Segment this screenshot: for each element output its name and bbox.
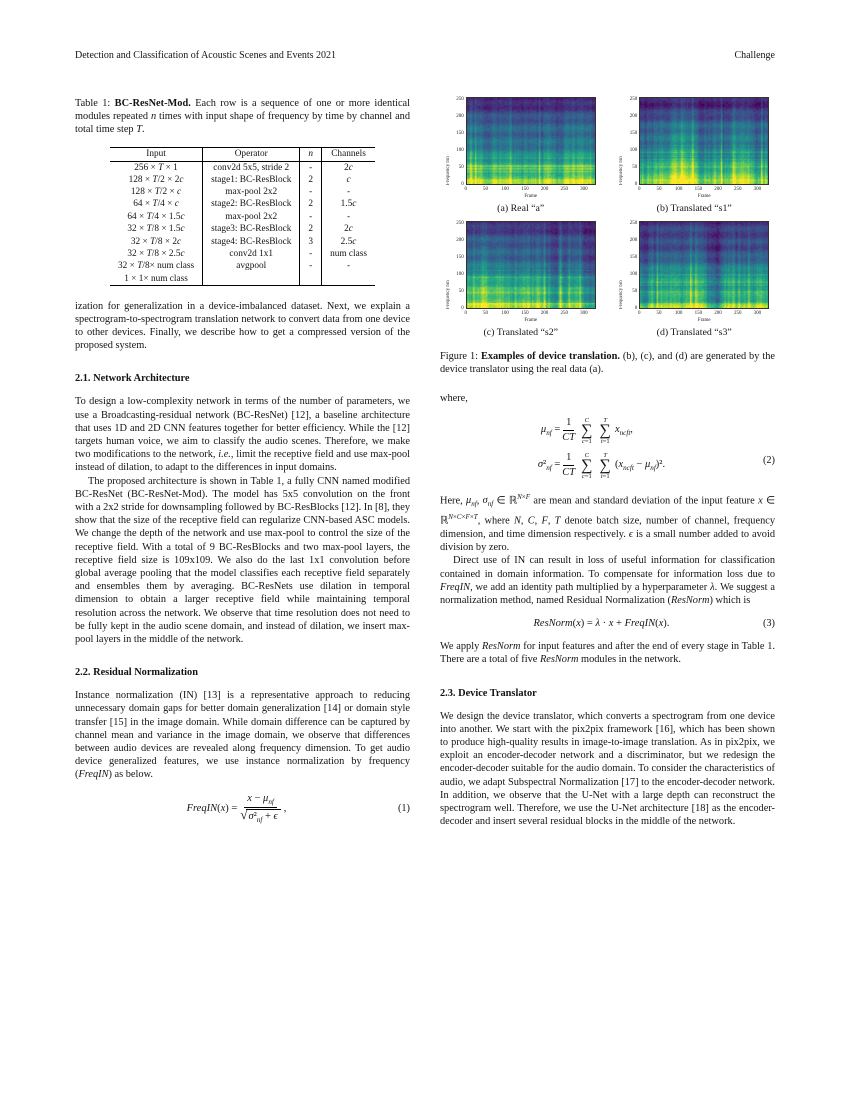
x-tick-label: 50 (656, 310, 662, 316)
spectrogram-axes (446, 97, 596, 200)
y-tick-label: 100 (456, 148, 464, 154)
coefficient-fraction (562, 417, 575, 444)
table-1-header-row (110, 147, 375, 161)
table-cell: stage1: BC-ResBlock (203, 174, 300, 186)
running-header (75, 50, 775, 61)
section-2-3-heading: 2.3. Device Translator (440, 687, 537, 699)
table-cell: 32 × T/8 × 2.5c (127, 249, 185, 260)
equation-2-line2-rhs (560, 452, 665, 480)
y-tick-label: 0 (461, 182, 464, 187)
table-cell: max-pool 2x2 (203, 186, 300, 198)
x-tick-label: 200 (540, 186, 549, 192)
x-tick-label: 0 (638, 186, 641, 192)
y-tick-label: 50 (458, 289, 464, 295)
y-tick-label: 50 (632, 165, 638, 171)
y-tick-label: 150 (629, 255, 638, 261)
fraction-numerator: 1 (563, 417, 574, 431)
table-cell: 32 × T/8 × 1.5c (127, 224, 185, 235)
x-axis-label: Frame (697, 194, 711, 199)
x-tick-label: 200 (714, 310, 722, 316)
sigma-symbol: ∑ (599, 456, 611, 474)
table-cell: num class (322, 248, 375, 260)
sum-upper-limit: T (603, 451, 608, 459)
equation-1-fraction (240, 793, 280, 825)
spectrogram-panel (440, 97, 602, 214)
x-axis-label: Frame (524, 194, 538, 199)
x-tick-label: 50 (482, 186, 488, 192)
sum-lower-limit: c=1 (581, 472, 592, 480)
spectrogram-plot (629, 221, 769, 316)
table-cell: 2.5c (322, 235, 375, 247)
summation-over-c (581, 417, 592, 445)
y-tick-label: 150 (456, 255, 464, 261)
table-cell: 256 × T × 1 (134, 162, 178, 173)
table-row (110, 260, 375, 272)
sum-lower-limit: t=1 (600, 437, 610, 445)
spectrogram-panel (614, 97, 776, 214)
x-tick-label: 300 (580, 186, 588, 192)
summation-over-t (600, 452, 611, 480)
y-tick-label: 150 (629, 131, 638, 137)
fraction-denominator: CT (562, 467, 576, 479)
x-tick-label: 300 (753, 310, 762, 316)
table-1 (110, 147, 375, 286)
equation-3-body (440, 618, 763, 629)
x-tick-label: 200 (540, 310, 549, 316)
x-tick-label: 0 (638, 310, 641, 316)
spectrogram-axes (446, 221, 596, 324)
equation-1-tail: , (283, 802, 287, 814)
panel-sublabel: (d) Translated “s3” (656, 327, 732, 338)
x-tick-label: 250 (560, 310, 568, 316)
equation-2-line2-lhs: $\sigma^2_{nf}$ = (537, 459, 561, 473)
table-cell: - (322, 211, 375, 223)
table-cell: 128 × T/2 × 2c (128, 174, 184, 185)
fraction-denominator: CT (562, 432, 576, 444)
summand: $(x_{ncft} - \mu_{nf})^2$. (614, 459, 666, 473)
table-header-cell: Input (110, 147, 203, 161)
table-cell: 64 × T/4 × c (133, 199, 179, 210)
spectrogram-axes (619, 97, 769, 200)
table-cell (322, 273, 375, 285)
spectrogram-plot (456, 221, 596, 316)
section-2-2-heading: 2.2. Residual Normalization (75, 667, 198, 679)
table-1-body (110, 161, 375, 285)
fraction-denominator (240, 808, 280, 824)
y-tick-label: 250 (456, 97, 464, 103)
x-tick-label: 150 (694, 310, 703, 316)
equation-2-number: (2) (762, 454, 775, 466)
sigma-symbol: ∑ (581, 421, 593, 439)
table-row (110, 273, 375, 285)
where-line: where, (440, 393, 468, 405)
y-tick-label: 250 (629, 97, 638, 103)
paragraph-intro-continuation: ization for generalization in a device-imbalanced dataset. Next, we explain a spectrogram-to-spectrogram translation network to convert data from one device to other devices. Finally, we describe how to get a compressed version of the proposed system. (75, 300, 410, 352)
spectrogram-plot (629, 97, 769, 192)
spectrogram-panel (440, 221, 602, 338)
sum-upper-limit: T (603, 416, 608, 424)
fraction-numerator: 1 (563, 452, 574, 466)
y-axis-label: Frequency bin (445, 280, 451, 309)
y-tick-label: 0 (634, 182, 638, 187)
x-tick-label: 150 (694, 186, 703, 192)
table-row (110, 235, 375, 247)
table-cell: 1.5c (322, 198, 375, 210)
equation-3-number: (3) (762, 618, 775, 630)
table-cell: 2c (322, 223, 375, 235)
table-cell: max-pool 2x2 (203, 211, 300, 223)
x-tick-label: 50 (482, 310, 488, 316)
x-tick-label: 100 (674, 186, 683, 192)
spectrogram-panel (614, 221, 776, 338)
y-tick-label: 50 (632, 289, 638, 295)
radicand: $\sigma^2_{nf} + \epsilon$ (246, 809, 280, 824)
x-tick-label: 0 (464, 186, 467, 192)
y-tick-label: 150 (456, 131, 464, 137)
y-tick-label: 0 (461, 306, 464, 311)
x-tick-label: 300 (580, 310, 588, 316)
y-tick-label: 100 (629, 272, 638, 278)
equation-2-body (440, 417, 763, 480)
sum-lower-limit: t=1 (600, 472, 610, 480)
table-cell: - (322, 186, 375, 198)
summation-over-t (600, 417, 611, 445)
y-tick-label: 200 (456, 114, 464, 120)
paragraph-apply-resnorm: We apply ResNorm for input features and after the end of every stage in Table 1. There are a total of five ResNorm modules in the network. (440, 641, 775, 666)
y-tick-label: 250 (629, 221, 638, 227)
table-1-caption: Table 1: BC-ResNet-Mod. Each row is a sequence of one or more identical modules repeated n times with input shape of frequency by time by channel and total time step T. (75, 98, 411, 136)
table-cell (203, 273, 300, 285)
equation-3-expression: ResNorm(x) = λ · x + FreqIN(x). (533, 618, 670, 630)
x-tick-label: 100 (674, 310, 683, 316)
table-cell: - (322, 260, 375, 272)
equation-2 (440, 417, 775, 480)
equation-1-lhs: FreqIN(x) = (186, 802, 238, 814)
two-column-body (75, 97, 775, 835)
spectrogram-image (639, 221, 769, 309)
x-tick-label: 300 (753, 186, 762, 192)
left-column (75, 97, 410, 835)
table-row (110, 198, 375, 210)
paragraph-2-1-b: The proposed architecture is shown in Table 1, a fully CNN named modified BC-ResNet (BC-ResNet-Mod). The model has 5x5 convolution on the front with a 2x2 stride for downsampling followed by BC-ResBlocks [12]. In [8], they show that the size of the receptive field can regularize CNN-based ASC models. We change the depth of the network and use max-pool to control the size of the receptive field. With a total of 9 BC-ResBlocks and two max-pool layers, the receptive field size is 109x109. We also do the last 1x1 convolution before global average pooling that the model classifies each receptive field separately and ensembles them by averaging. BC-ResNets use dilation in temporal dimension to obtain a larger receptive field while maintaining temporal resolution across the network. We observe that time resolution does not need to be fully kept in the audio scene domain, and instead of dilation, we insert max-pool layers in the middle of the network. (75, 475, 410, 645)
panel-sublabel: (b) Translated “s1” (656, 203, 732, 214)
table-row (110, 186, 375, 198)
sum-lower-limit: c=1 (581, 437, 592, 445)
panel-sublabel: (a) Real “a” (497, 203, 545, 214)
table-cell: 128 × T/2 × c (130, 187, 182, 198)
x-tick-label: 100 (501, 310, 509, 316)
equation-2-line1-lhs: $\mu_{nf}$ = (540, 424, 561, 438)
table-cell: stage2: BC-ResBlock (203, 198, 300, 210)
table-cell: - (300, 260, 322, 272)
table-header-cell: Operator (203, 147, 300, 161)
table-cell: - (300, 248, 322, 260)
spectrogram-axes (619, 221, 769, 324)
paragraph-direct-use: Direct use of IN can result in loss of useful information for classification contained in domain information. To compensate for information loss due to FreqIN, we add an identity path multiplied by a hyperparameter λ. We suggest a normalization method, named Residual Normalization (ResNorm) which is (440, 555, 776, 606)
y-axis-label: Frequency bin (445, 156, 451, 185)
y-tick-label: 200 (456, 238, 464, 244)
equation-1-number: (1) (397, 802, 410, 814)
equation-3 (440, 618, 775, 629)
summand: $x_{ncft}$, (614, 424, 633, 438)
x-tick-label: 150 (521, 186, 529, 192)
spectrogram-image (466, 97, 596, 185)
table-cell: c (322, 174, 375, 186)
y-axis-label: Frequency bin (619, 280, 625, 309)
equation-2-line1-rhs (560, 417, 633, 445)
y-tick-label: 200 (629, 114, 638, 120)
x-tick-label: 50 (656, 186, 662, 192)
table-cell: - (300, 211, 322, 223)
sigma-symbol: ∑ (581, 456, 593, 474)
x-tick-label: 100 (501, 186, 509, 192)
figure-1-grid (440, 97, 775, 338)
equation-2-lines (538, 417, 665, 480)
paragraph-here: Here, $\mu_{nf}$, $\sigma_{nf}$ ∈ ℝ$^{N\times F}$ are mean and standard deviation of the input feature x ∈ ℝ$^{N\times C\times F\times T}$, where N, C, F, T denote batch size, number of channel, frequency dimension, and time dimension respectively. ϵ is a small number added to avoid division by zero. (440, 492, 776, 554)
table-cell: - (300, 161, 322, 173)
table-row (110, 174, 375, 186)
y-tick-label: 100 (456, 272, 464, 278)
table-cell: 32 × T/8 × 2c (130, 236, 182, 247)
fraction-numerator: $x - \mu_{nf}$ (244, 793, 277, 808)
summation-over-c (581, 452, 592, 480)
x-tick-label: 250 (733, 310, 742, 316)
x-tick-label: 0 (464, 310, 467, 316)
y-axis-label: Frequency bin (619, 156, 625, 185)
table-row (110, 161, 375, 173)
table-cell: stage3: BC-ResBlock (203, 223, 300, 235)
right-column (440, 97, 775, 835)
table-cell (300, 273, 322, 285)
panel-sublabel: (c) Translated “s2” (483, 327, 559, 338)
coefficient-fraction (562, 452, 575, 479)
table-cell: conv2d 1x1 (203, 248, 300, 260)
header-track-label: Challenge (734, 50, 775, 61)
paragraph-2-1-a: To design a low-complexity network in terms of the number of parameters, we use a Broadcasting-residual network (BC-ResNet) [12], a baseline architecture that uses 1D and 2D CNN features together for better efficiency. While the [12] targets human voice, we aim to classify the audio scenes. Therefore, we make two modifications to the network, i.e., limit the receptive field and use max-pool instead of dilation, to adapt to the differences in input domains. (75, 396, 410, 474)
y-tick-label: 50 (458, 165, 464, 171)
table-cell: 3 (300, 235, 322, 247)
table-header-cell: n (300, 147, 322, 161)
radical-sign: √ (240, 806, 248, 822)
x-axis-label: Frame (697, 318, 711, 323)
spectrogram-image (466, 221, 596, 309)
table-cell: 64 × T/4 × 1.5c (127, 211, 185, 222)
x-axis-label: Frame (524, 318, 538, 323)
x-tick-label: 250 (560, 186, 568, 192)
spectrogram-image (639, 97, 769, 185)
equation-1-body (75, 793, 398, 825)
equation-1 (75, 793, 410, 825)
table-cell: 2c (322, 161, 375, 173)
table-cell: 32 × T/8× num class (117, 261, 195, 272)
table-row (110, 248, 375, 260)
sigma-symbol: ∑ (599, 421, 611, 439)
y-tick-label: 250 (456, 221, 464, 227)
y-tick-label: 0 (634, 306, 638, 311)
table-cell: stage4: BC-ResBlock (203, 235, 300, 247)
spectrogram-plot (456, 97, 596, 192)
section-2-1-heading: 2.1. Network Architecture (75, 373, 190, 385)
sum-upper-limit: C (584, 451, 589, 459)
sum-upper-limit: C (584, 416, 589, 424)
header-conference-title: Detection and Classification of Acoustic Scenes and Events 2021 (75, 50, 337, 61)
figure-1-caption: Figure 1: Examples of device translation. (b), (c), and (d) are generated by the device translator using the real data (a). (440, 351, 775, 376)
x-tick-label: 250 (733, 186, 742, 192)
paragraph-2-3-a: We design the device translator, which converts a spectrogram from one device into another. We start with the pix2pix framework [16], which has been shown to produce high-quality results in image-to-image translation. As in pix2pix, we exploit an encoder-decoder network and a discriminator, but we redesign the encoder-decoder suitable for the audio domain. To consider the characteristics of audio, we adapt Subspectral Normalization [17] to the encoder-decoder network. In addition, we observe that the U-Net with a large depth can reconstruct the spectrogram well. Therefore, we use the U-Net architecture [18] as the encoder-decoder and insert several residual blocks in the middle of the network. (440, 710, 775, 828)
table-cell: avgpool (203, 260, 300, 272)
table-cell: 2 (300, 198, 322, 210)
paragraph-2-2-a: Instance normalization (IN) [13] is a representative approach to reducing unnecessary domain gaps for better domain generalization [14] or domain style transfer [15] in the image domain. While domain difference can be captured by channel mean and variance in the image domain, we observe that differences between audio devices are revealed along frequency dimension. To get audio device generalized features, we use instance normalization by frequency (FreqIN) as below. (75, 690, 410, 781)
table-cell: conv2d 5x5, stride 2 (203, 161, 300, 173)
table-cell: 2 (300, 174, 322, 186)
table-header-cell: Channels (322, 147, 375, 161)
table-cell: 1 × 1× num class (124, 273, 188, 284)
table-row (110, 223, 375, 235)
x-tick-label: 150 (521, 310, 529, 316)
y-tick-label: 200 (629, 238, 638, 244)
x-tick-label: 200 (714, 186, 722, 192)
table-row (110, 211, 375, 223)
table-cell: - (300, 186, 322, 198)
table-cell: 2 (300, 223, 322, 235)
y-tick-label: 100 (629, 148, 638, 154)
